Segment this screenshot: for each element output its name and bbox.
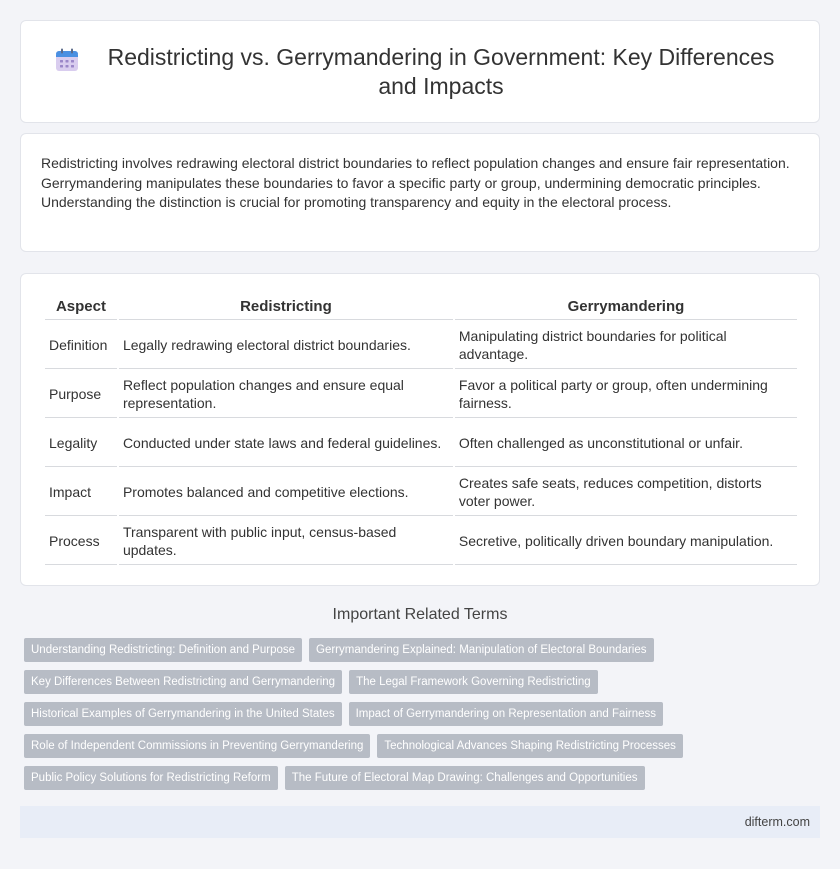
redistricting-cell: Transparent with public input, census-based updates.: [119, 518, 453, 565]
aspect-cell: Definition: [45, 322, 117, 369]
related-term-tag[interactable]: Understanding Redistricting: Definition and Purpose: [24, 638, 302, 662]
comparison-table-card: [20, 273, 820, 586]
footer: [20, 806, 820, 838]
gerrymandering-cell: Secretive, politically driven boundary manipulation.: [455, 518, 797, 565]
header-gerrymandering: Gerrymandering: [455, 296, 797, 320]
gerrymandering-cell: Manipulating district boundaries for political advantage.: [455, 322, 797, 369]
related-term-tag[interactable]: Public Policy Solutions for Redistricting Reform: [24, 766, 278, 790]
aspect-cell: Purpose: [45, 371, 117, 418]
header-card: [20, 20, 820, 123]
related-terms-title: Important Related Terms: [332, 606, 508, 623]
intro-text: Redistricting involves redrawing electoral district boundaries to reflect population changes and ensure fair representation. Gerrymandering manipulates these boundaries to favor a specific party or group, undermining democratic principles. Understanding the distinction is crucial for promoting transparency and equity in the electoral process.: [41, 155, 790, 210]
intro-card: [20, 133, 820, 252]
gerrymandering-cell: Creates safe seats, reduces competition, distorts voter power.: [455, 469, 797, 516]
related-term-tag[interactable]: The Future of Electoral Map Drawing: Challenges and Opportunities: [285, 766, 645, 790]
header-inner: [54, 43, 786, 101]
redistricting-cell: Reflect population changes and ensure equal representation.: [119, 371, 453, 418]
related-term-tag[interactable]: The Legal Framework Governing Redistricting: [349, 670, 598, 694]
redistricting-cell: Legally redrawing electoral district boundaries.: [119, 322, 453, 369]
aspect-cell: Legality: [45, 420, 117, 467]
header-aspect: Aspect: [45, 296, 117, 320]
related-term-tag[interactable]: Historical Examples of Gerrymandering in the United States: [24, 702, 342, 726]
header-redistricting: Redistricting: [119, 296, 453, 320]
comparison-table: [43, 294, 799, 567]
table-header-row: [45, 296, 797, 320]
footer-site-link[interactable]: difterm.com: [744, 815, 810, 829]
related-term-tag[interactable]: Impact of Gerrymandering on Representation and Fairness: [349, 702, 663, 726]
table-row: [45, 518, 797, 565]
related-terms-list: [20, 638, 820, 790]
redistricting-cell: Promotes balanced and competitive elections.: [119, 469, 453, 516]
related-term-tag[interactable]: Gerrymandering Explained: Manipulation of Electoral Boundaries: [309, 638, 654, 662]
aspect-cell: Impact: [45, 469, 117, 516]
page-title: Redistricting vs. Gerrymandering in Government: Key Differences and Impacts: [107, 43, 775, 99]
table-row: [45, 420, 797, 467]
table-row: [45, 469, 797, 516]
table-row: [45, 322, 797, 369]
redistricting-cell: Conducted under state laws and federal guidelines.: [119, 420, 453, 467]
calendar-icon: [54, 47, 80, 73]
gerrymandering-cell: Often challenged as unconstitutional or unfair.: [455, 420, 797, 467]
related-term-tag[interactable]: Technological Advances Shaping Redistricting Processes: [377, 734, 683, 758]
table-row: [45, 371, 797, 418]
gerrymandering-cell: Favor a political party or group, often undermining fairness.: [455, 371, 797, 418]
aspect-cell: Process: [45, 518, 117, 565]
related-term-tag[interactable]: Key Differences Between Redistricting and Gerrymandering: [24, 670, 342, 694]
related-term-tag[interactable]: Role of Independent Commissions in Preventing Gerrymandering: [24, 734, 370, 758]
